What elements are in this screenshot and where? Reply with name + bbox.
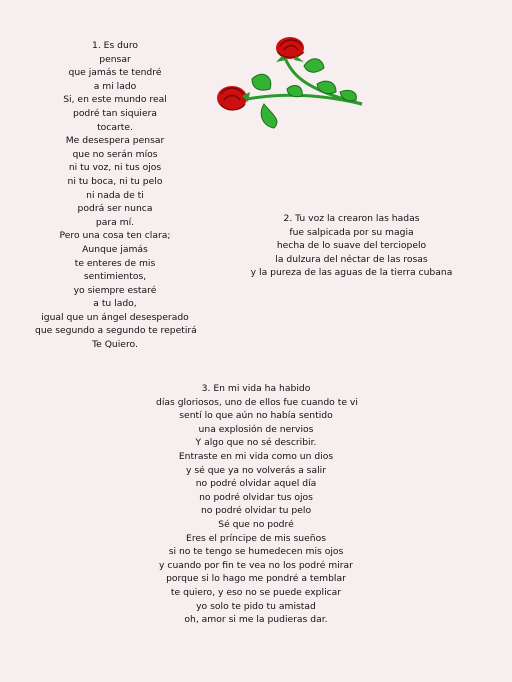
poem-line: y sé que ya no volverás a salir bbox=[186, 464, 326, 476]
poem-line: 1. Es duro bbox=[91, 40, 139, 51]
poem-line: a tu lado, bbox=[93, 298, 137, 310]
poem-line: que no serán míos bbox=[72, 148, 158, 160]
poem-line: Sé que no podré bbox=[218, 518, 294, 530]
poem-line: Te Quiero. bbox=[92, 339, 138, 351]
poem-line: porque si lo hago me pondré a temblar bbox=[166, 573, 346, 585]
poem-line: no podré olvidar tu pelo bbox=[200, 505, 312, 517]
poem-2 bbox=[244, 212, 459, 280]
poem-line: fue salpicada por su magia bbox=[289, 226, 414, 238]
poem-line: Me desespera pensar bbox=[65, 135, 165, 147]
poem-line: yo solo te pido tu amistad bbox=[196, 600, 316, 612]
poem-line: que jamás te tendré bbox=[68, 67, 162, 79]
poem-line: 2. Tu voz la crearon las hadas bbox=[283, 213, 420, 224]
poem-line: si no te tengo se humedecen mis ojos bbox=[168, 546, 344, 558]
poem-line: a mi lado bbox=[93, 80, 137, 92]
poem-line: podré tan siquiera bbox=[72, 107, 157, 119]
poem-line: ni nada de ti bbox=[86, 189, 144, 201]
poem-line: Pero una cosa ten clara; bbox=[59, 230, 171, 242]
poem-line: y la pureza de las aguas de la tierra cubana bbox=[250, 267, 453, 279]
poem-line: ni tu boca, ni tu pelo bbox=[67, 175, 163, 187]
poem-line: te quiero, y eso no se puede explicar bbox=[170, 586, 342, 598]
poem-1 bbox=[35, 39, 195, 352]
poem-line: y cuando por fin te vea no los podré mirar bbox=[159, 559, 353, 571]
poem-line: Y algo que no sé describir. bbox=[195, 437, 317, 449]
poem-line: días gloriosos, uno de ellos fue cuando te vi bbox=[156, 396, 358, 408]
poem-line: que segundo a segundo te repetirá bbox=[35, 325, 197, 337]
poem-line: la dulzura del néctar de las rosas bbox=[275, 253, 428, 265]
poem-line: para mí. bbox=[95, 216, 135, 228]
poem-line: te enteres de mis bbox=[74, 257, 156, 269]
poem-line: podrá ser nunca bbox=[77, 203, 153, 215]
poem-line: yo siempre estaré bbox=[73, 284, 157, 296]
poem-line: una explosión de nervios bbox=[198, 423, 314, 435]
poem-line: hecha de lo suave del terciopelo bbox=[276, 240, 427, 252]
poem-line: Entraste en mi vida como un dios bbox=[178, 450, 334, 462]
poem-line: Si, en este mundo real bbox=[63, 94, 167, 106]
poem-line: Eres el príncipe de mis sueños bbox=[186, 532, 326, 544]
roses-icon bbox=[212, 34, 372, 134]
poem-line: ni tu voz, ni tus ojos bbox=[68, 162, 162, 174]
poem-line: sentí lo que aún no había sentido bbox=[179, 410, 333, 422]
poem-line: tocarte. bbox=[97, 121, 133, 133]
poem-line: igual que un ángel desesperado bbox=[41, 311, 189, 323]
poem-line: no podré olvidar aquel día bbox=[195, 478, 317, 490]
poem-line: Aunque jamás bbox=[82, 243, 148, 255]
poem-line: oh, amor si me la pudieras dar. bbox=[184, 614, 328, 626]
poem-line: 3. En mi vida ha habido bbox=[201, 383, 311, 394]
poem-line: sentimientos, bbox=[83, 271, 147, 283]
poem-line: no podré olvidar tus ojos bbox=[199, 491, 313, 503]
poem-line: pensar bbox=[99, 53, 131, 65]
poem-3 bbox=[156, 382, 356, 627]
